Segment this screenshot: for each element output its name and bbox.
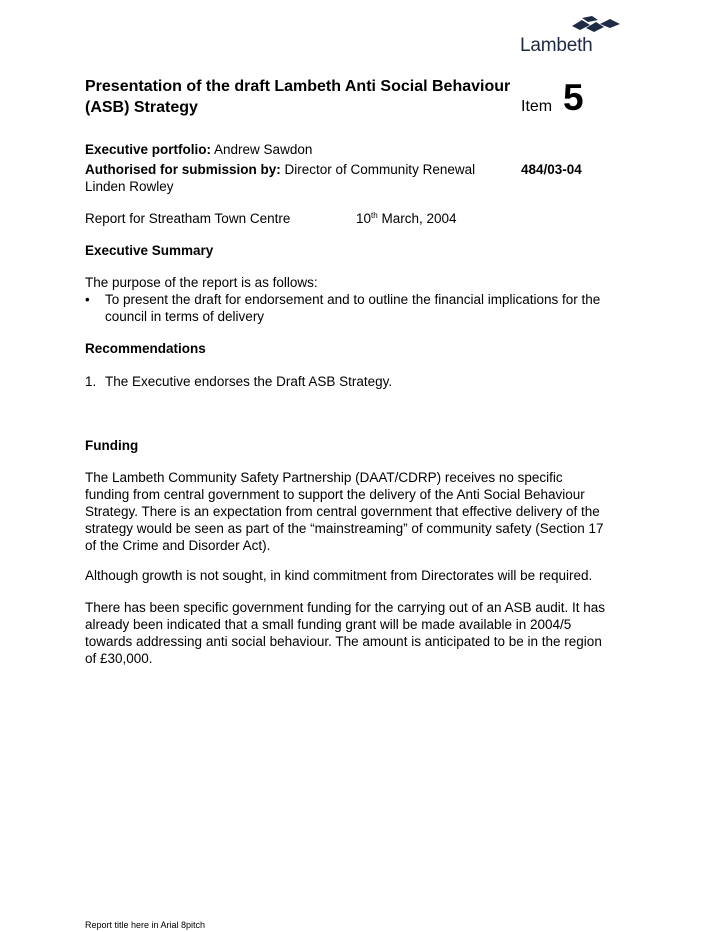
footer-text: Report title here in Arial 8pitch (85, 920, 206, 930)
funding-p1-line: funding from central government to support the delivery of the Anti Social Behaviour (85, 487, 585, 502)
funding-paragraph-2: Although growth is not sought, in kind commitment from Directorates will be required. (85, 568, 593, 583)
lambeth-logo (520, 16, 630, 58)
date-day: 10 (356, 211, 372, 226)
bullet-symbol: • (85, 292, 90, 307)
funding-paragraph-1 (85, 469, 635, 554)
item-label: Item (521, 98, 553, 115)
funding-p1-line: The Lambeth Community Safety Partnership (DAAT/CDRP) receives no specific (85, 470, 563, 485)
funding-p3-line: already been indicated that a small funding grant will be made available in 2004/5 (85, 617, 572, 632)
report-reference: 484/03-04 (521, 162, 582, 177)
funding-p1-line: strategy would be seen as part of the “mainstreaming” of community safety (Section 17 (85, 521, 604, 536)
funding-p3-line: towards addressing anti social behaviour. The amount is anticipated to be in the region (85, 634, 602, 649)
executive-portfolio (85, 141, 312, 158)
summary-heading: Executive Summary (85, 243, 214, 258)
funding-p1-line: Strategy. There is an expectation from central government that effective delivery of the (85, 504, 600, 519)
authorised-label: Authorised for submission by: (85, 162, 281, 177)
funding-p3-line: of £30,000. (85, 651, 153, 666)
portfolio-label: Executive portfolio: (85, 142, 212, 157)
item-number: 5 (563, 77, 584, 118)
funding-p3-line: There has been specific government funding for the carrying out of an ASB audit. It has (85, 600, 606, 615)
authorised-by (85, 161, 475, 178)
recommendations-heading: Recommendations (85, 341, 206, 356)
portfolio-value: Andrew Sawdon (214, 142, 313, 157)
report-for: Report for Streatham Town Centre (85, 211, 291, 226)
summary-bullet-line2: council in terms of delivery (105, 309, 265, 324)
date-rest: March, 2004 (381, 211, 457, 226)
logo-text: Lambeth (520, 35, 593, 56)
summary-bullet-line1: To present the draft for endorsement and to outline the financial implications for the (105, 292, 601, 307)
funding-p1-line: of the Crime and Disorder Act). (85, 538, 271, 553)
summary-intro: The purpose of the report is as follows: (85, 275, 318, 290)
recommendation-item: The Executive endorses the Draft ASB Strategy. (105, 374, 393, 389)
date-suffix: th (371, 211, 378, 220)
funding-heading: Funding (85, 438, 139, 453)
recommendation-number: 1. (85, 374, 97, 389)
lambeth-swoosh-icon (520, 16, 630, 36)
authoriser-name: Linden Rowley (85, 179, 174, 194)
funding-paragraph-3 (85, 599, 635, 667)
authorised-value: Director of Community Renewal (284, 162, 476, 177)
document-title: Presentation of the draft Lambeth Anti Social Behaviour (ASB) Strategy (85, 78, 511, 116)
report-date (356, 210, 457, 227)
